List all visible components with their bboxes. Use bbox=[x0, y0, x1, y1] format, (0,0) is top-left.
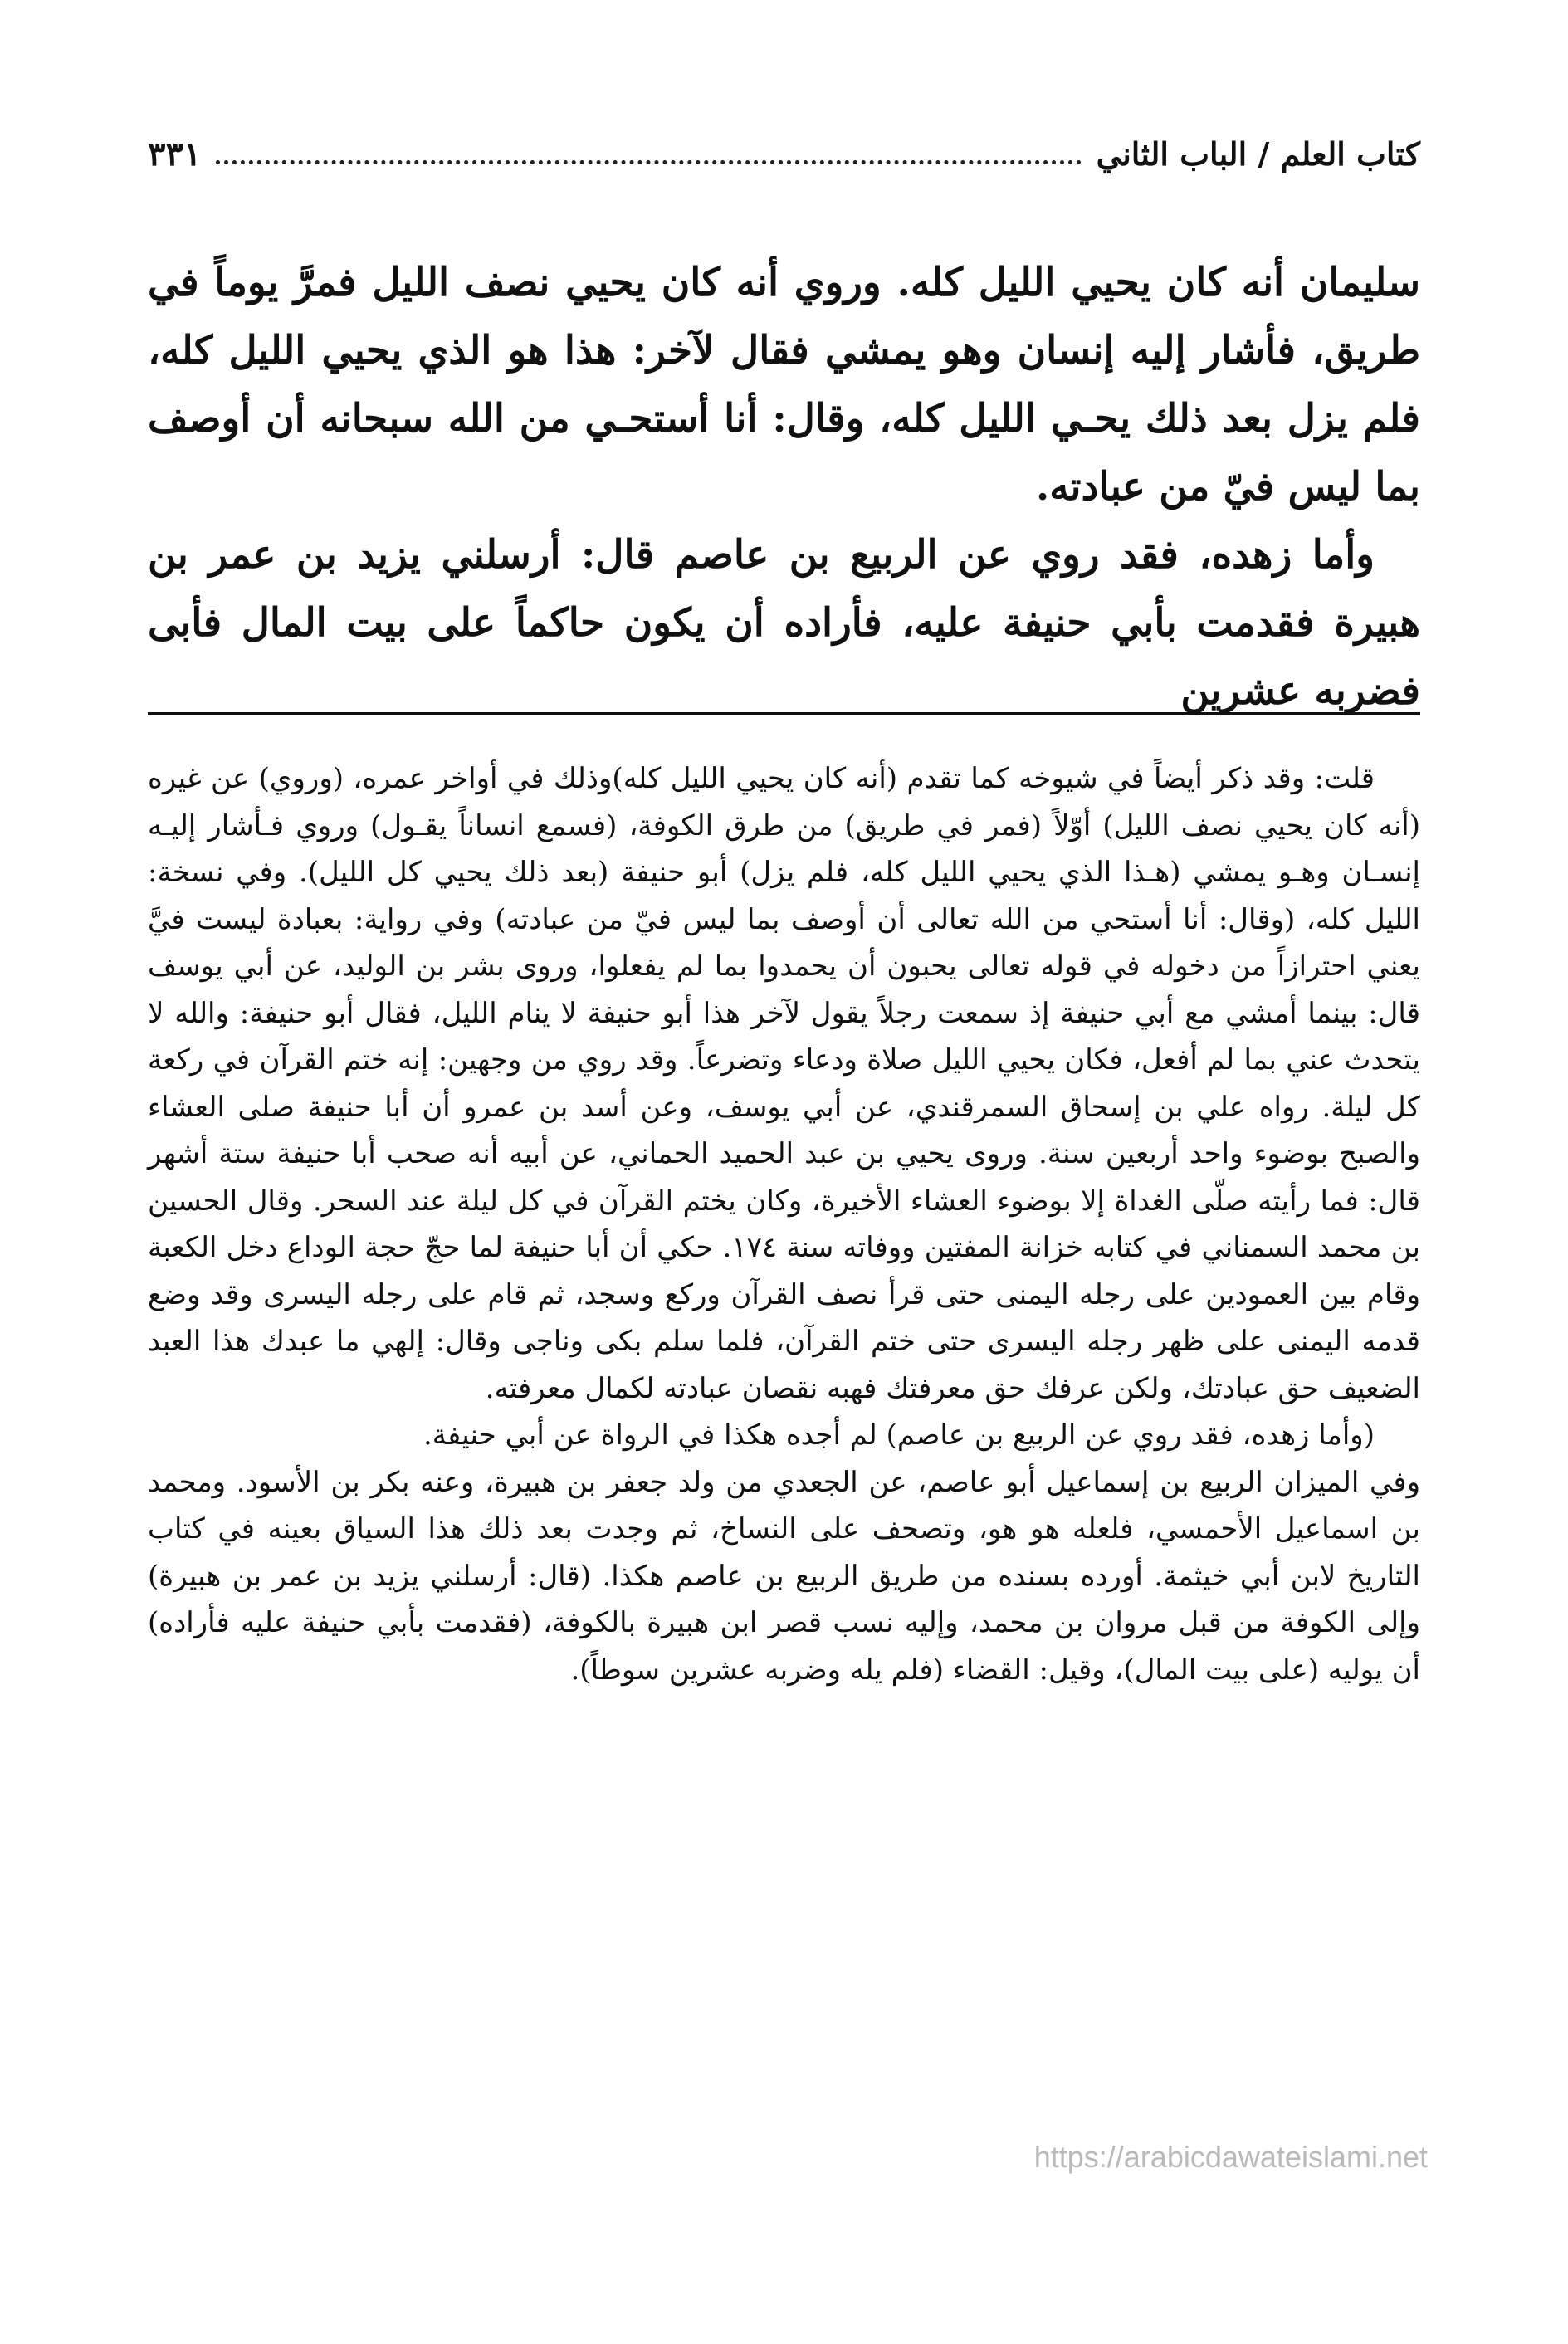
leader-dots bbox=[216, 160, 1081, 164]
main-text bbox=[148, 249, 1420, 725]
main-paragraph-1: سليمان أنه كان يحيي الليل كله. وروي أنه كان يحيي نصف الليل فمرَّ يوماً في طريق، فأشار إليه إنسان وهو يمشي فقال لآخر: هذا هو الذي يحيي الليل كله، فلم يزل بعد ذلك يحـي الليل كله، وقال: أنا أستحـي من الله سبحانه أن أوصف بما ليس فيّ من عبادته. bbox=[148, 260, 1420, 510]
watermark-url: https://arabicdawateislami.net bbox=[1033, 2140, 1428, 2174]
footnote-paragraph-1: قلت: وقد ذكر أيضاً في شيوخه كما تقدم (أنه كان يحيي الليل كله)وذلك في أواخر عمره، (وروي) عن غيره (أنه كان يحيي نصف الليل) أوّلاً (فمر في طريق) من طرق الكوفة، (فسمع انساناً يقـول) وروي فـأشار إليـه إنسـان وهـو يمشي (هـذا الذي يحيي الليل كله، فلم يزل) أبو حنيفة (بعد ذلك يحيي كل الليل). وفي نسخة: الليل كله، (وقال: أنا أستحي من الله تعالى أن أوصف بما ليس فيّ من عبادته) وفي رواية: بعبادة ليست فيَّ يعني احترازاً من دخوله في قوله تعالى يحبون أن يحمدوا بما لم يفعلوا، وروى بشر بن الوليد، عن أبي يوسف قال: بينما أمشي مع أبي حنيفة إذ سمعت رجلاً يقول لآخر هذا أبو حنيفة لا ينام الليل، فقال أبو حنيفة: والله لا يتحدث عني بما لم أفعل، فكان يحيي الليل صلاة ودعاء وتضرعاً. وقد روي من وجهين: إنه ختم القرآن في ركعة كل ليلة. رواه علي بن إسحاق السمرقندي، عن أبي يوسف، وعن أسد بن عمرو أن أبا حنيفة صلى العشاء والصبح بوضوء واحد أربعين سنة. وروى يحيي بن عبد الحميد الحماني، عن أبيه أنه صحب أبا حنيفة ستة أشهر قال: فما رأيته صلّى الغداة إلا بوضوء العشاء الأخيرة، وكان يختم القرآن في كل ليلة عند السحر. وقال الحسين بن محمد السمناني في كتابه خزانة المفتين ووفاته سنة ١٧٤. حكي أن أبا حنيفة لما حجّ حجة الوداع دخل الكعبة وقام بين العمودين على رجله اليمنى حتى قرأ نصف القرآن وركع وسجد، ثم قام على رجله اليسرى وقد وضع قدمه اليمنى على ظهر رجله اليسرى حتى ختم القرآن، فلما سلم بكى وناجى وقال: إلهي ما عبدك هذا العبد الضعيف حق عبادتك، ولكن عرفك حق معرفتك فهبه نقصان عبادته لكمال معرفته. bbox=[148, 762, 1420, 1405]
footnote-paragraph-2: (وأما زهده، فقد روي عن الربيع بن عاصم) لم أجده هكذا في الرواة عن أبي حنيفة. bbox=[423, 1419, 1375, 1452]
footnotes bbox=[148, 755, 1420, 1693]
chapter-title: كتاب العلم / الباب الثاني bbox=[1096, 134, 1420, 173]
footnote-paragraph-3: وفي الميزان الربيع بن إسماعيل أبو عاصم، عن الجعدي من ولد جعفر بن هبيرة، وعنه بكر بن الأسود. ومحمد بن اسماعيل الأحمسي، فلعله هو هو، وتصحف على النساخ، ثم وجدت بعد ذلك هذا السياق بعينه في كتاب التاريخ لابن أبي خيثمة. أورده بسنده من طريق الربيع بن عاصم هكذا. (قال: أرسلني يزيد بن عمر بن هبيرة) وإلى الكوفة من قبل مروان بن محمد، وإليه نسب قصر ابن هبيرة بالكوفة، (فقدمت بأبي حنيفة عليه فأراده) أن يوليه (على بيت المال)، وقيل: القضاء (فلم يله وضربه عشرين سوطاً). bbox=[148, 1465, 1420, 1687]
main-paragraph-2: وأما زهده، فقد روي عن الربيع بن عاصم قال: أرسلني يزيد بن عمر بن هبيرة فقدمت بأبي حنيفة عليه، فأراده أن يكون حاكماً على بيت المال فأبى فضربه عشرين bbox=[148, 532, 1420, 714]
running-header bbox=[148, 125, 1420, 183]
page-number: ٣٣١ bbox=[148, 134, 202, 173]
footnote-divider bbox=[148, 712, 1420, 715]
